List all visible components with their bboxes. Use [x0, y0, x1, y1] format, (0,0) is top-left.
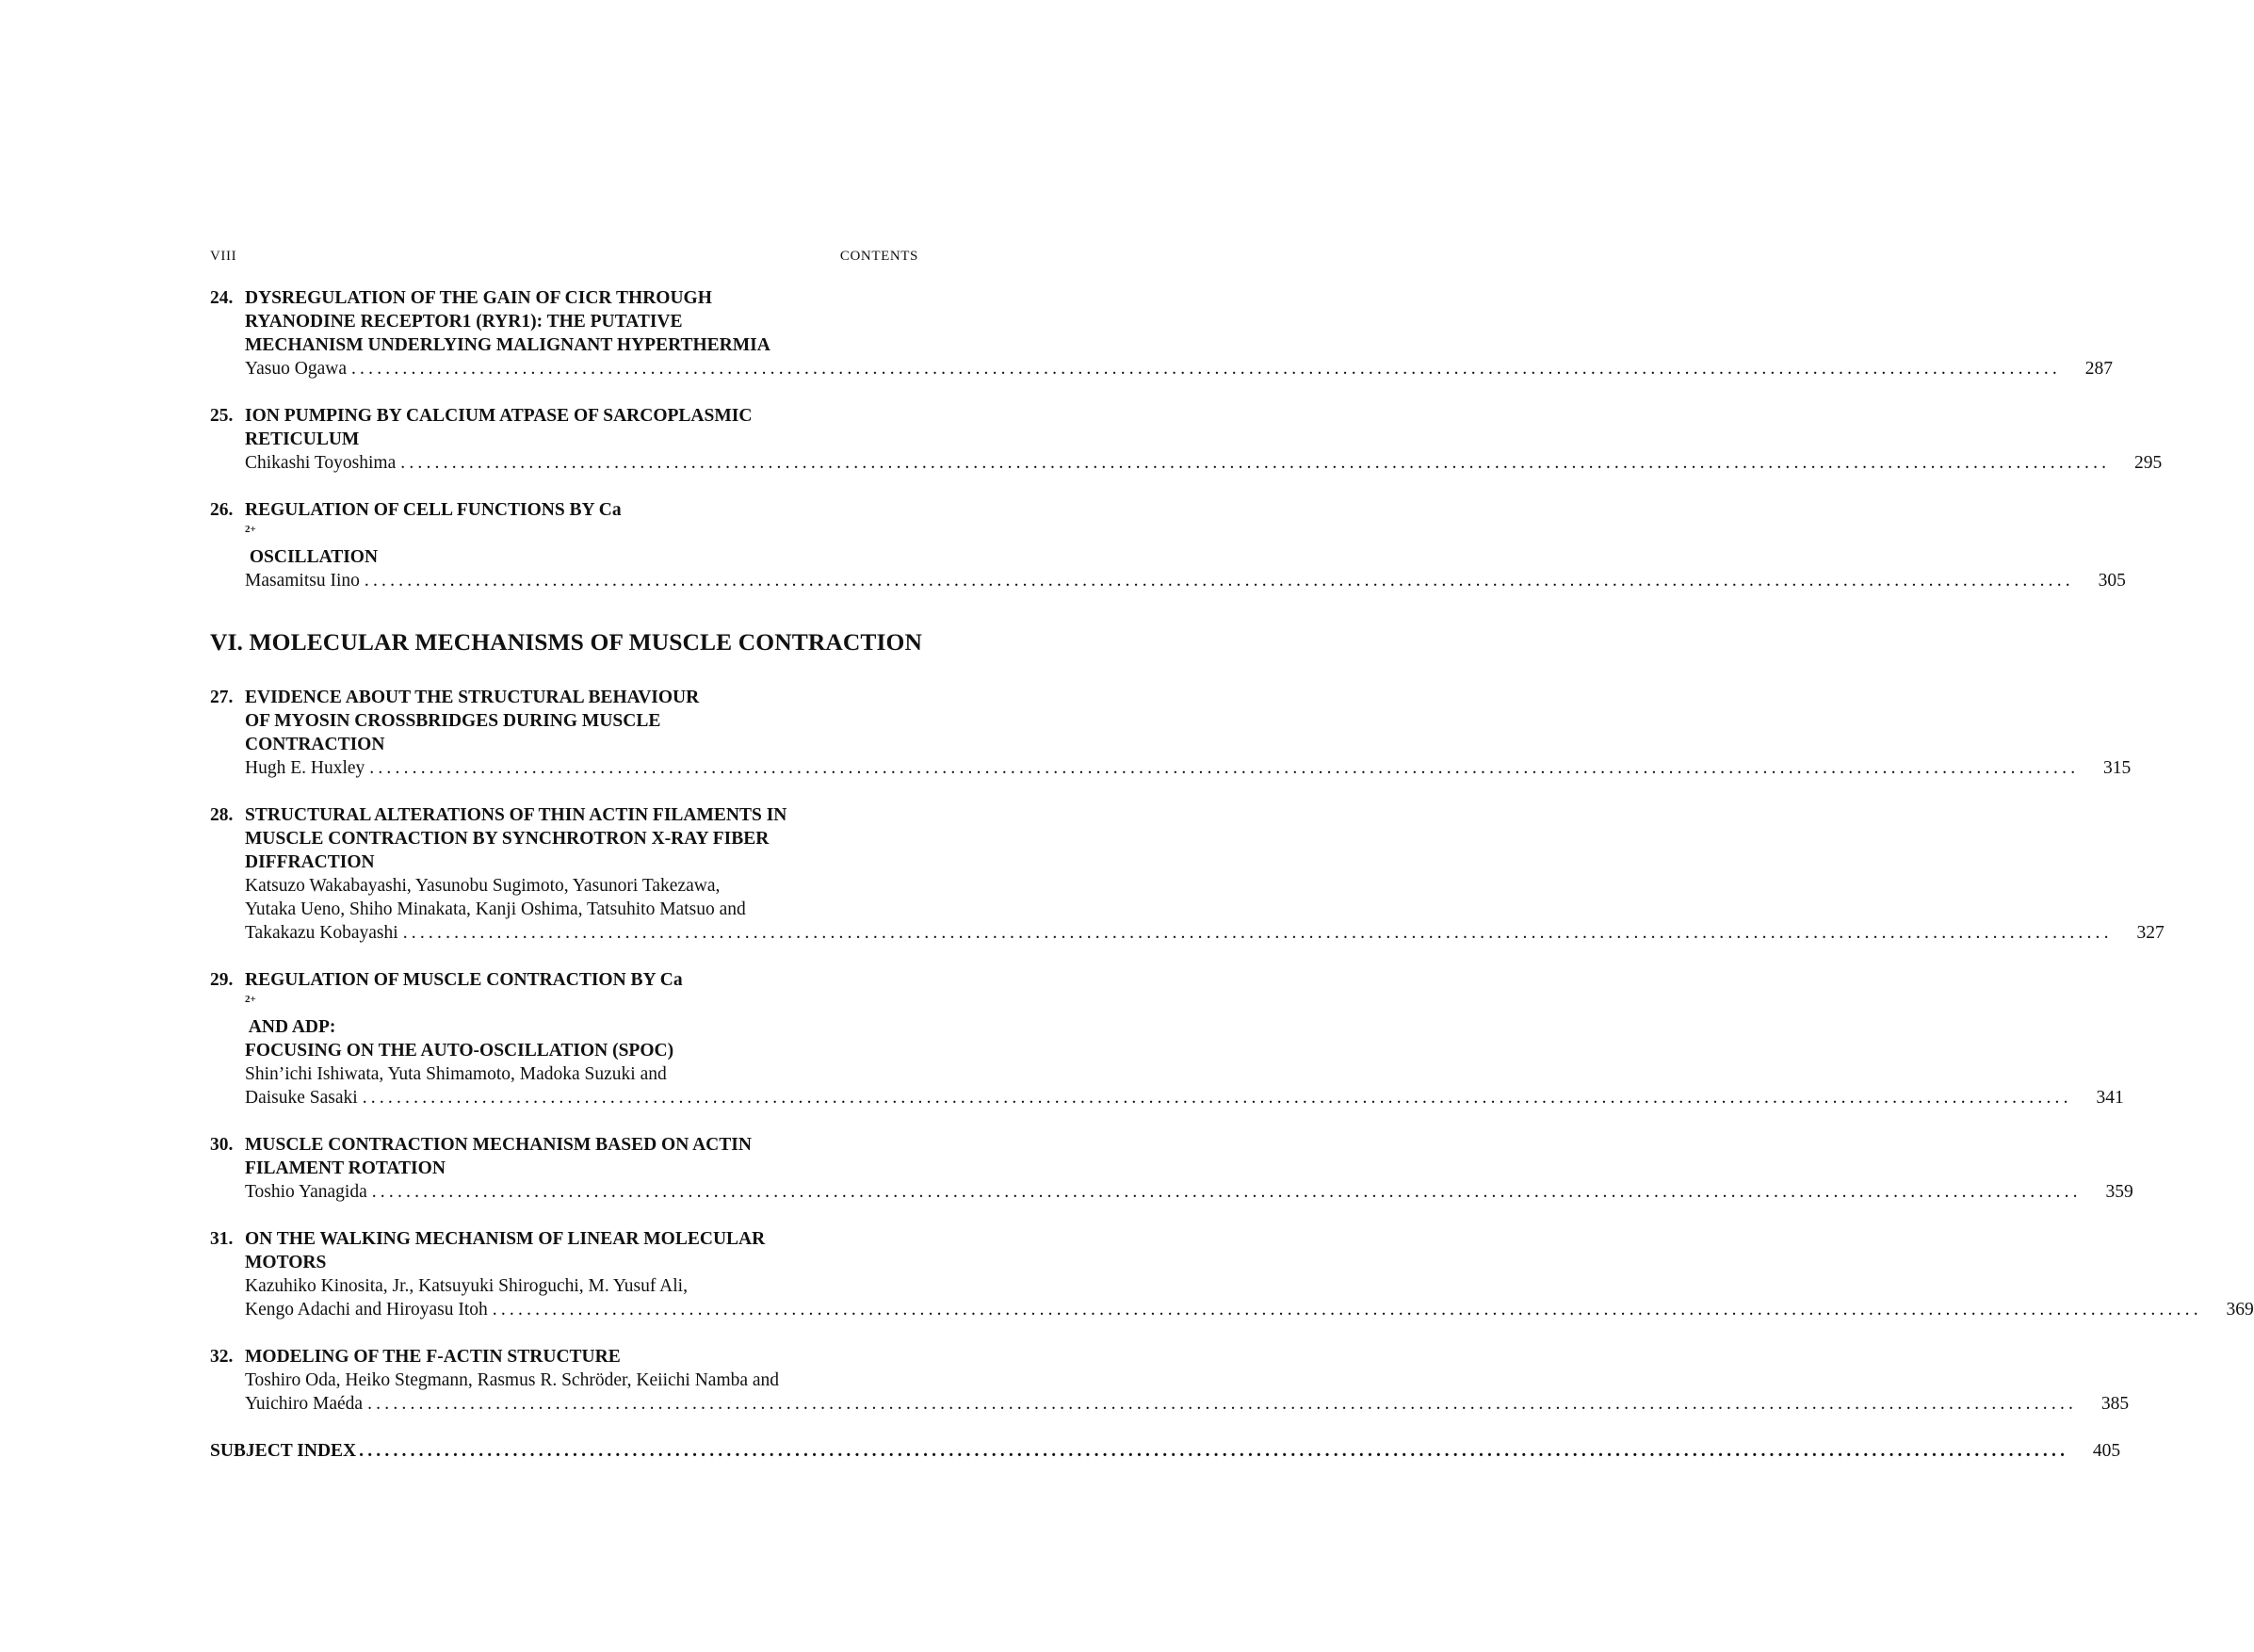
author-line: Masamitsu Iino: [245, 571, 360, 591]
author-line: Takakazu Kobayashi: [245, 923, 398, 943]
dot-leader: ........................................................................................................................................................................................................: [350, 359, 2061, 379]
dot-leader: ........................................................................................................................................................................................................: [364, 571, 2074, 591]
title-line: REGULATION OF MUSCLE CONTRACTION BY Ca $^{2+}$ AND ADP:: [245, 970, 683, 1037]
entries-before-part: [210, 286, 2163, 592]
dot-leader: ........................................................................................................................................................................................................: [362, 1088, 2072, 1108]
author-line: Shin’ichi Ishiwata, Yuta Shimamoto, Madoka Suzuki and: [245, 1064, 667, 1084]
author-line: Hugh E. Huxley: [245, 758, 365, 778]
entry-title: [210, 1133, 918, 1180]
entry-title: [210, 1345, 918, 1369]
entry-number: 31.: [210, 1229, 234, 1249]
title-line: MODELING OF THE F-ACTIN STRUCTURE: [245, 1347, 621, 1367]
page-number: 315: [2103, 758, 2132, 778]
authors: [210, 1369, 918, 1392]
authors: [210, 874, 918, 921]
author-leader-line: [210, 1392, 2130, 1416]
author-leader-line: [210, 357, 2113, 381]
author-line: Yutaka Ueno, Shiho Minakata, Kanji Oshima, Tatsuhito Matsuo and: [245, 899, 746, 919]
author-leader-line: [210, 1086, 2124, 1109]
author-line: Kazuhiko Kinosita, Jr., Katsuyuki Shiroguchi, M. Yusuf Ali,: [245, 1276, 688, 1296]
title-line: MECHANISM UNDERLYING MALIGNANT HYPERTHERMIA: [245, 335, 770, 355]
dot-leader: ........................................................................................................................................................................................................: [371, 1182, 2082, 1202]
entry-title: [210, 803, 918, 874]
dot-leader: ........................................................................................................................................................................................................: [369, 758, 2080, 778]
toc-entry-27: [210, 686, 2132, 780]
author-leader-line: [210, 1298, 2254, 1321]
toc-entry-30: [210, 1133, 2133, 1204]
dot-leader: ........................................................................................................................................................................................................: [367, 1394, 2078, 1414]
toc-entry-24: [210, 286, 2113, 381]
page-number: 327: [2136, 923, 2165, 943]
page-label: VIII: [210, 249, 237, 264]
authors: [210, 1274, 918, 1298]
dot-leader: ........................................................................................................................................................................................................: [359, 1441, 2069, 1461]
title-line: DIFFRACTION: [245, 852, 375, 872]
author-leader-line: [210, 569, 2126, 592]
title-line: ION PUMPING BY CALCIUM ATPASE OF SARCOPLASMIC: [245, 406, 753, 426]
author-line: Yuichiro Maéda: [245, 1394, 364, 1414]
toc-entry-25: [210, 404, 2163, 475]
author-leader-line: [210, 451, 2163, 475]
dot-leader: ........................................................................................................................................................................................................: [400, 453, 2111, 473]
author-line: Yasuo Ogawa: [245, 359, 347, 379]
running-head: [210, 247, 918, 266]
toc-entry-31: [210, 1227, 2254, 1321]
title-line: FOCUSING ON THE AUTO-OSCILLATION (SPOC): [245, 1041, 674, 1061]
author-line: Daisuke Sasaki: [245, 1088, 358, 1108]
title-line: EVIDENCE ABOUT THE STRUCTURAL BEHAVIOUR: [245, 688, 700, 707]
entry-number: 27.: [210, 688, 234, 707]
author-leader-line: [210, 1180, 2133, 1204]
title-line: MUSCLE CONTRACTION MECHANISM BASED ON ACTIN: [245, 1135, 752, 1155]
entry-number: 26.: [210, 500, 234, 520]
page-number: 369: [2226, 1300, 2254, 1320]
title-line: ON THE WALKING MECHANISM OF LINEAR MOLECULAR: [245, 1229, 766, 1249]
author-line: Toshiro Oda, Heiko Stegmann, Rasmus R. Schröder, Keiichi Namba and: [245, 1370, 780, 1390]
author-leader-line: [210, 921, 2165, 945]
entry-title: [210, 404, 918, 451]
page-number: 305: [2098, 571, 2126, 591]
toc-entry-32: [210, 1345, 2130, 1416]
toc-entry-29: [210, 968, 2124, 1109]
title-line: STRUCTURAL ALTERATIONS OF THIN ACTIN FILAMENTS IN: [245, 805, 787, 825]
entry-number: 25.: [210, 406, 234, 426]
page-number: 295: [2134, 453, 2163, 473]
author-leader-line: [210, 756, 2132, 780]
part-heading: VI. MOLECULAR MECHANISMS OF MUSCLE CONTRACTION: [210, 628, 922, 656]
page-number: 287: [2084, 359, 2113, 379]
title-line: CONTRACTION: [245, 735, 385, 754]
title-line: MOTORS: [245, 1253, 327, 1272]
author-line: Katsuzo Wakabayashi, Yasunobu Sugimoto, Yasunori Takezawa,: [245, 876, 721, 896]
author-line: Kengo Adachi and Hiroyasu Itoh: [245, 1300, 488, 1320]
author-line: Chikashi Toyoshima: [245, 453, 397, 473]
page-number: 341: [2096, 1088, 2124, 1108]
entry-title: [210, 498, 918, 569]
entry-number: 32.: [210, 1347, 234, 1367]
title-line: DYSREGULATION OF THE GAIN OF CICR THROUGH: [245, 288, 712, 308]
dot-leader: ........................................................................................................................................................................................................: [402, 923, 2113, 943]
toc-entry-28: [210, 803, 2165, 945]
title-line: FILAMENT ROTATION: [245, 1158, 446, 1178]
subject-index-entry: [210, 1439, 2121, 1463]
entry-number: 28.: [210, 805, 234, 825]
entry-title: [210, 286, 918, 357]
title-line: RETICULUM: [245, 429, 360, 449]
entry-title: [210, 686, 918, 756]
title-line: OF MYOSIN CROSSBRIDGES DURING MUSCLE: [245, 711, 661, 731]
subject-index-label: SUBJECT INDEX: [210, 1441, 357, 1461]
authors: [210, 1062, 918, 1086]
page-number: 385: [2100, 1394, 2130, 1414]
author-line: Toshio Yanagida: [245, 1182, 367, 1202]
running-title: CONTENTS: [839, 249, 918, 264]
entries-after-part: [210, 686, 2254, 1416]
entry-number: 24.: [210, 288, 234, 308]
dot-leader: ........................................................................................................................................................................................................: [492, 1300, 2202, 1320]
entry-title: [210, 1227, 918, 1274]
title-line: MUSCLE CONTRACTION BY SYNCHROTRON X-RAY FIBER: [245, 829, 770, 849]
page-number: 405: [2092, 1441, 2121, 1461]
title-line: REGULATION OF CELL FUNCTIONS BY Ca $^{2+}$ OSCILLATION: [245, 500, 622, 567]
entry-title: [210, 968, 918, 1062]
page-number: 359: [2105, 1182, 2133, 1202]
toc-entry-26: [210, 498, 2126, 592]
entry-number: 30.: [210, 1135, 234, 1155]
entry-number: 29.: [210, 970, 234, 990]
contents-page: [210, 247, 2254, 1463]
title-line: RYANODINE RECEPTOR1 (RYR1): THE PUTATIVE: [245, 312, 683, 332]
